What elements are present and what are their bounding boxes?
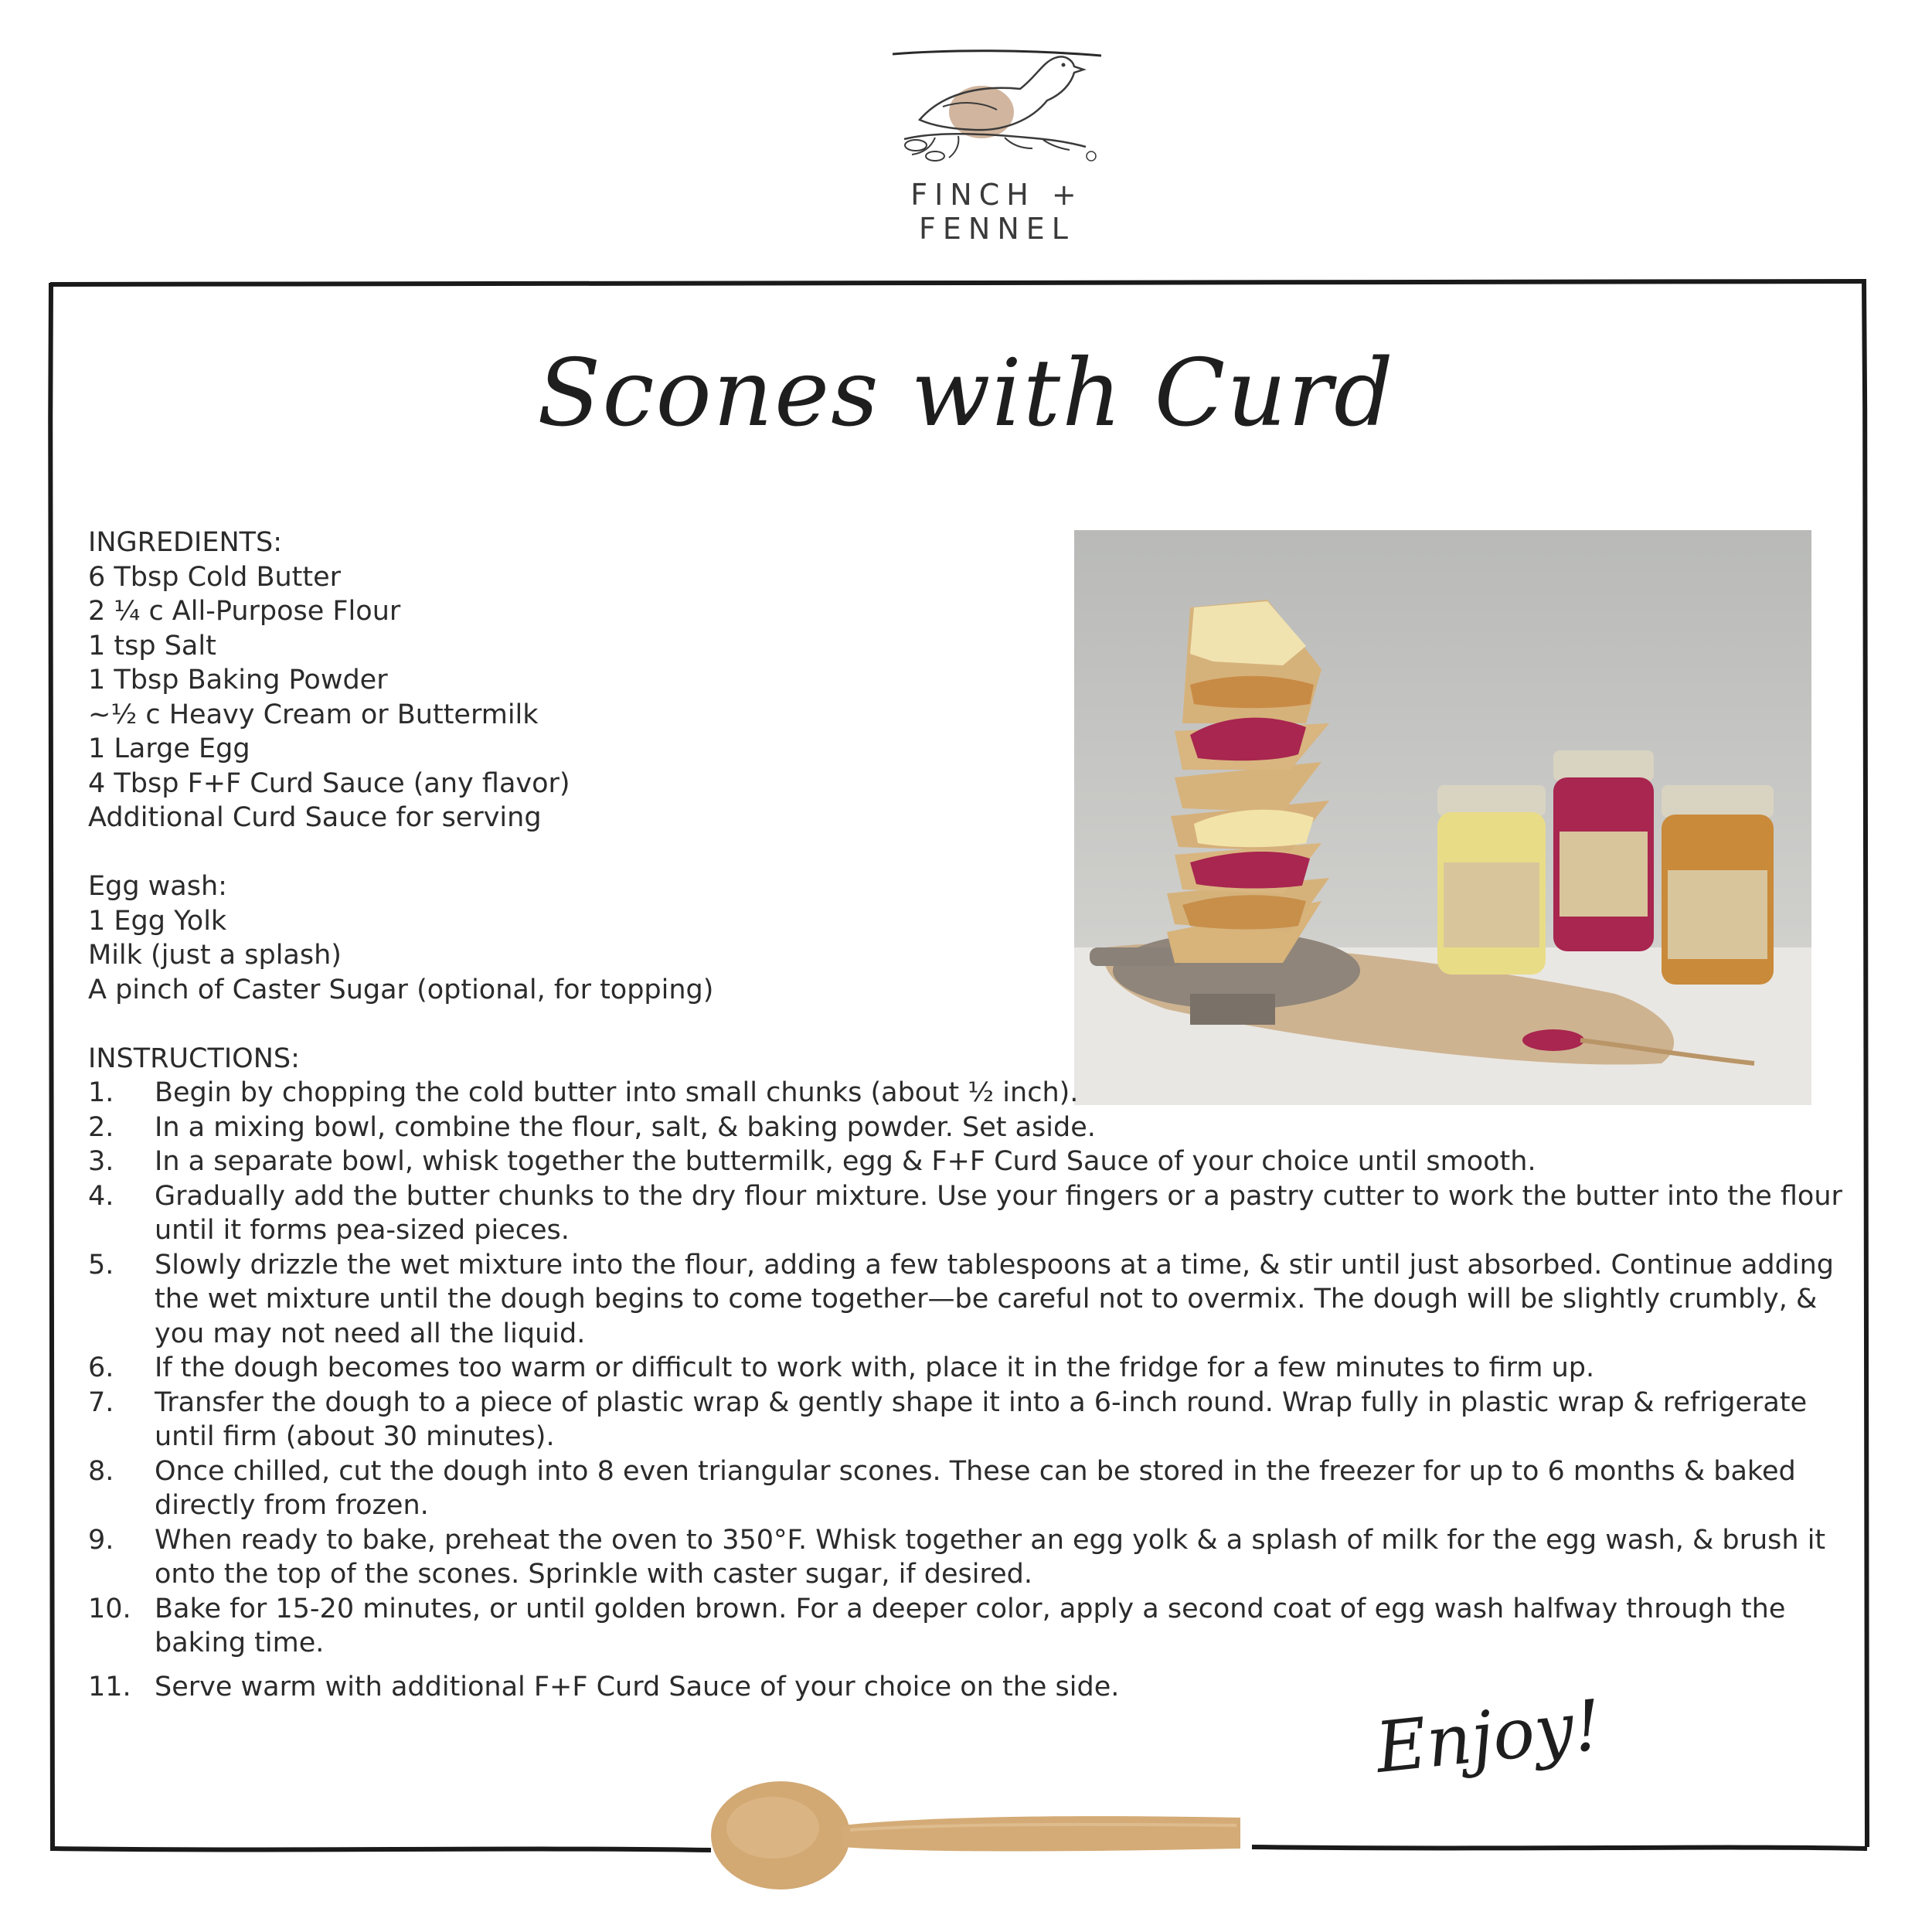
ingredient-item: 1 Tbsp Baking Powder	[88, 665, 388, 696]
step-number: 8.	[88, 1455, 114, 1487]
brand-underline	[889, 46, 1105, 62]
step-text: Begin by chopping the cold butter into small chunks (about ½ inch).	[155, 1077, 1079, 1108]
step-text: Slowly drizzle the wet mixture into the flour, adding a few tablespoons at a time, & stir until just absorbed. Continue adding the wet mixture until the dough begins to come together—be careful not to overmix. The dough will be slightly crumbly, & you may not need all the liquid.	[155, 1249, 1834, 1349]
ingredient-item: 6 Tbsp Cold Butter	[88, 561, 342, 593]
enjoy-signature: Enjoy!	[1372, 1684, 1606, 1790]
step-text: Serve warm with additional F+F Curd Sauce of your choice on the side.	[155, 1671, 1120, 1702]
recipe-body	[88, 526, 1858, 1704]
instruction-step	[88, 1179, 1858, 1248]
step-text: If the dough becomes too warm or difficult to work with, place it in the fridge for a few minutes to firm up.	[155, 1352, 1595, 1383]
instruction-step	[88, 1145, 1858, 1179]
step-text: Transfer the dough to a piece of plastic wrap & gently shape it into a 6-inch round. Wrap fully in plastic wrap & refrigerate until firm (about 30 minutes).	[155, 1386, 1808, 1452]
ingredient-item: 1 tsp Salt	[88, 630, 216, 662]
finch-bird-icon	[889, 46, 1105, 170]
instruction-step	[88, 1386, 1858, 1454]
egg-wash-item: Milk (just a splash)	[88, 940, 342, 971]
ingredient-item: 1 Large Egg	[88, 733, 250, 764]
step-text: Once chilled, cut the dough into 8 even triangular scones. These can be stored in the freezer for up to 6 months & baked directly from frozen.	[155, 1455, 1796, 1521]
instruction-step	[88, 1111, 1858, 1145]
brand-logo	[835, 46, 1159, 247]
step-number: 7.	[88, 1386, 114, 1418]
step-number: 5.	[88, 1249, 114, 1281]
brand-name: FINCH + FENNEL	[910, 178, 1083, 246]
step-number: 10.	[88, 1593, 131, 1624]
instruction-step	[88, 1248, 1858, 1352]
ingredient-item: 2 ¼ c All-Purpose Flour	[88, 596, 401, 627]
instruction-step	[88, 1454, 1858, 1523]
step-number: 11.	[88, 1671, 131, 1702]
step-text: Bake for 15-20 minutes, or until golden brown. For a deeper color, apply a second coat of egg wash halfway through the baking time.	[155, 1593, 1786, 1658]
instruction-step	[88, 1351, 1858, 1386]
ingredient-item: Additional Curd Sauce for serving	[88, 802, 542, 833]
instruction-step	[88, 1592, 1858, 1661]
instruction-step	[88, 1523, 1858, 1592]
instructions-heading: INSTRUCTIONS:	[88, 1043, 300, 1074]
recipe-title: Scones with Curd	[537, 340, 1395, 447]
egg-wash-item: A pinch of Caster Sugar (optional, for topping)	[88, 974, 714, 1005]
egg-wash-item: 1 Egg Yolk	[88, 905, 227, 937]
instruction-step	[88, 1076, 1858, 1111]
step-number: 9.	[88, 1524, 114, 1556]
step-number: 2.	[88, 1111, 114, 1143]
step-number: 3.	[88, 1146, 114, 1177]
step-text: In a mixing bowl, combine the flour, salt, & baking powder. Set aside.	[155, 1111, 1096, 1143]
wooden-spoon-icon	[696, 1762, 1252, 1901]
step-text: Gradually add the butter chunks to the dry flour mixture. Use your fingers or a pastry cutter to work the butter into the flour until it forms pea-sized pieces.	[155, 1180, 1842, 1246]
instructions-list	[88, 1076, 1858, 1704]
ingredients-heading: INGREDIENTS:	[88, 527, 283, 558]
step-number: 1.	[88, 1077, 114, 1108]
step-number: 4.	[88, 1180, 114, 1212]
egg-wash-heading: Egg wash:	[88, 871, 227, 902]
ingredient-item: 4 Tbsp F+F Curd Sauce (any flavor)	[88, 767, 570, 799]
step-text: In a separate bowl, whisk together the buttermilk, egg & F+F Curd Sauce of your choice until smooth.	[155, 1146, 1536, 1177]
ingredient-item: ~½ c Heavy Cream or Buttermilk	[88, 699, 539, 730]
step-text: When ready to bake, preheat the oven to 350°F. Whisk together an egg yolk & a splash of milk for the egg wash, & brush it onto the top of the scones. Sprinkle with caster sugar, if desired.	[155, 1524, 1826, 1590]
step-number: 6.	[88, 1352, 114, 1383]
